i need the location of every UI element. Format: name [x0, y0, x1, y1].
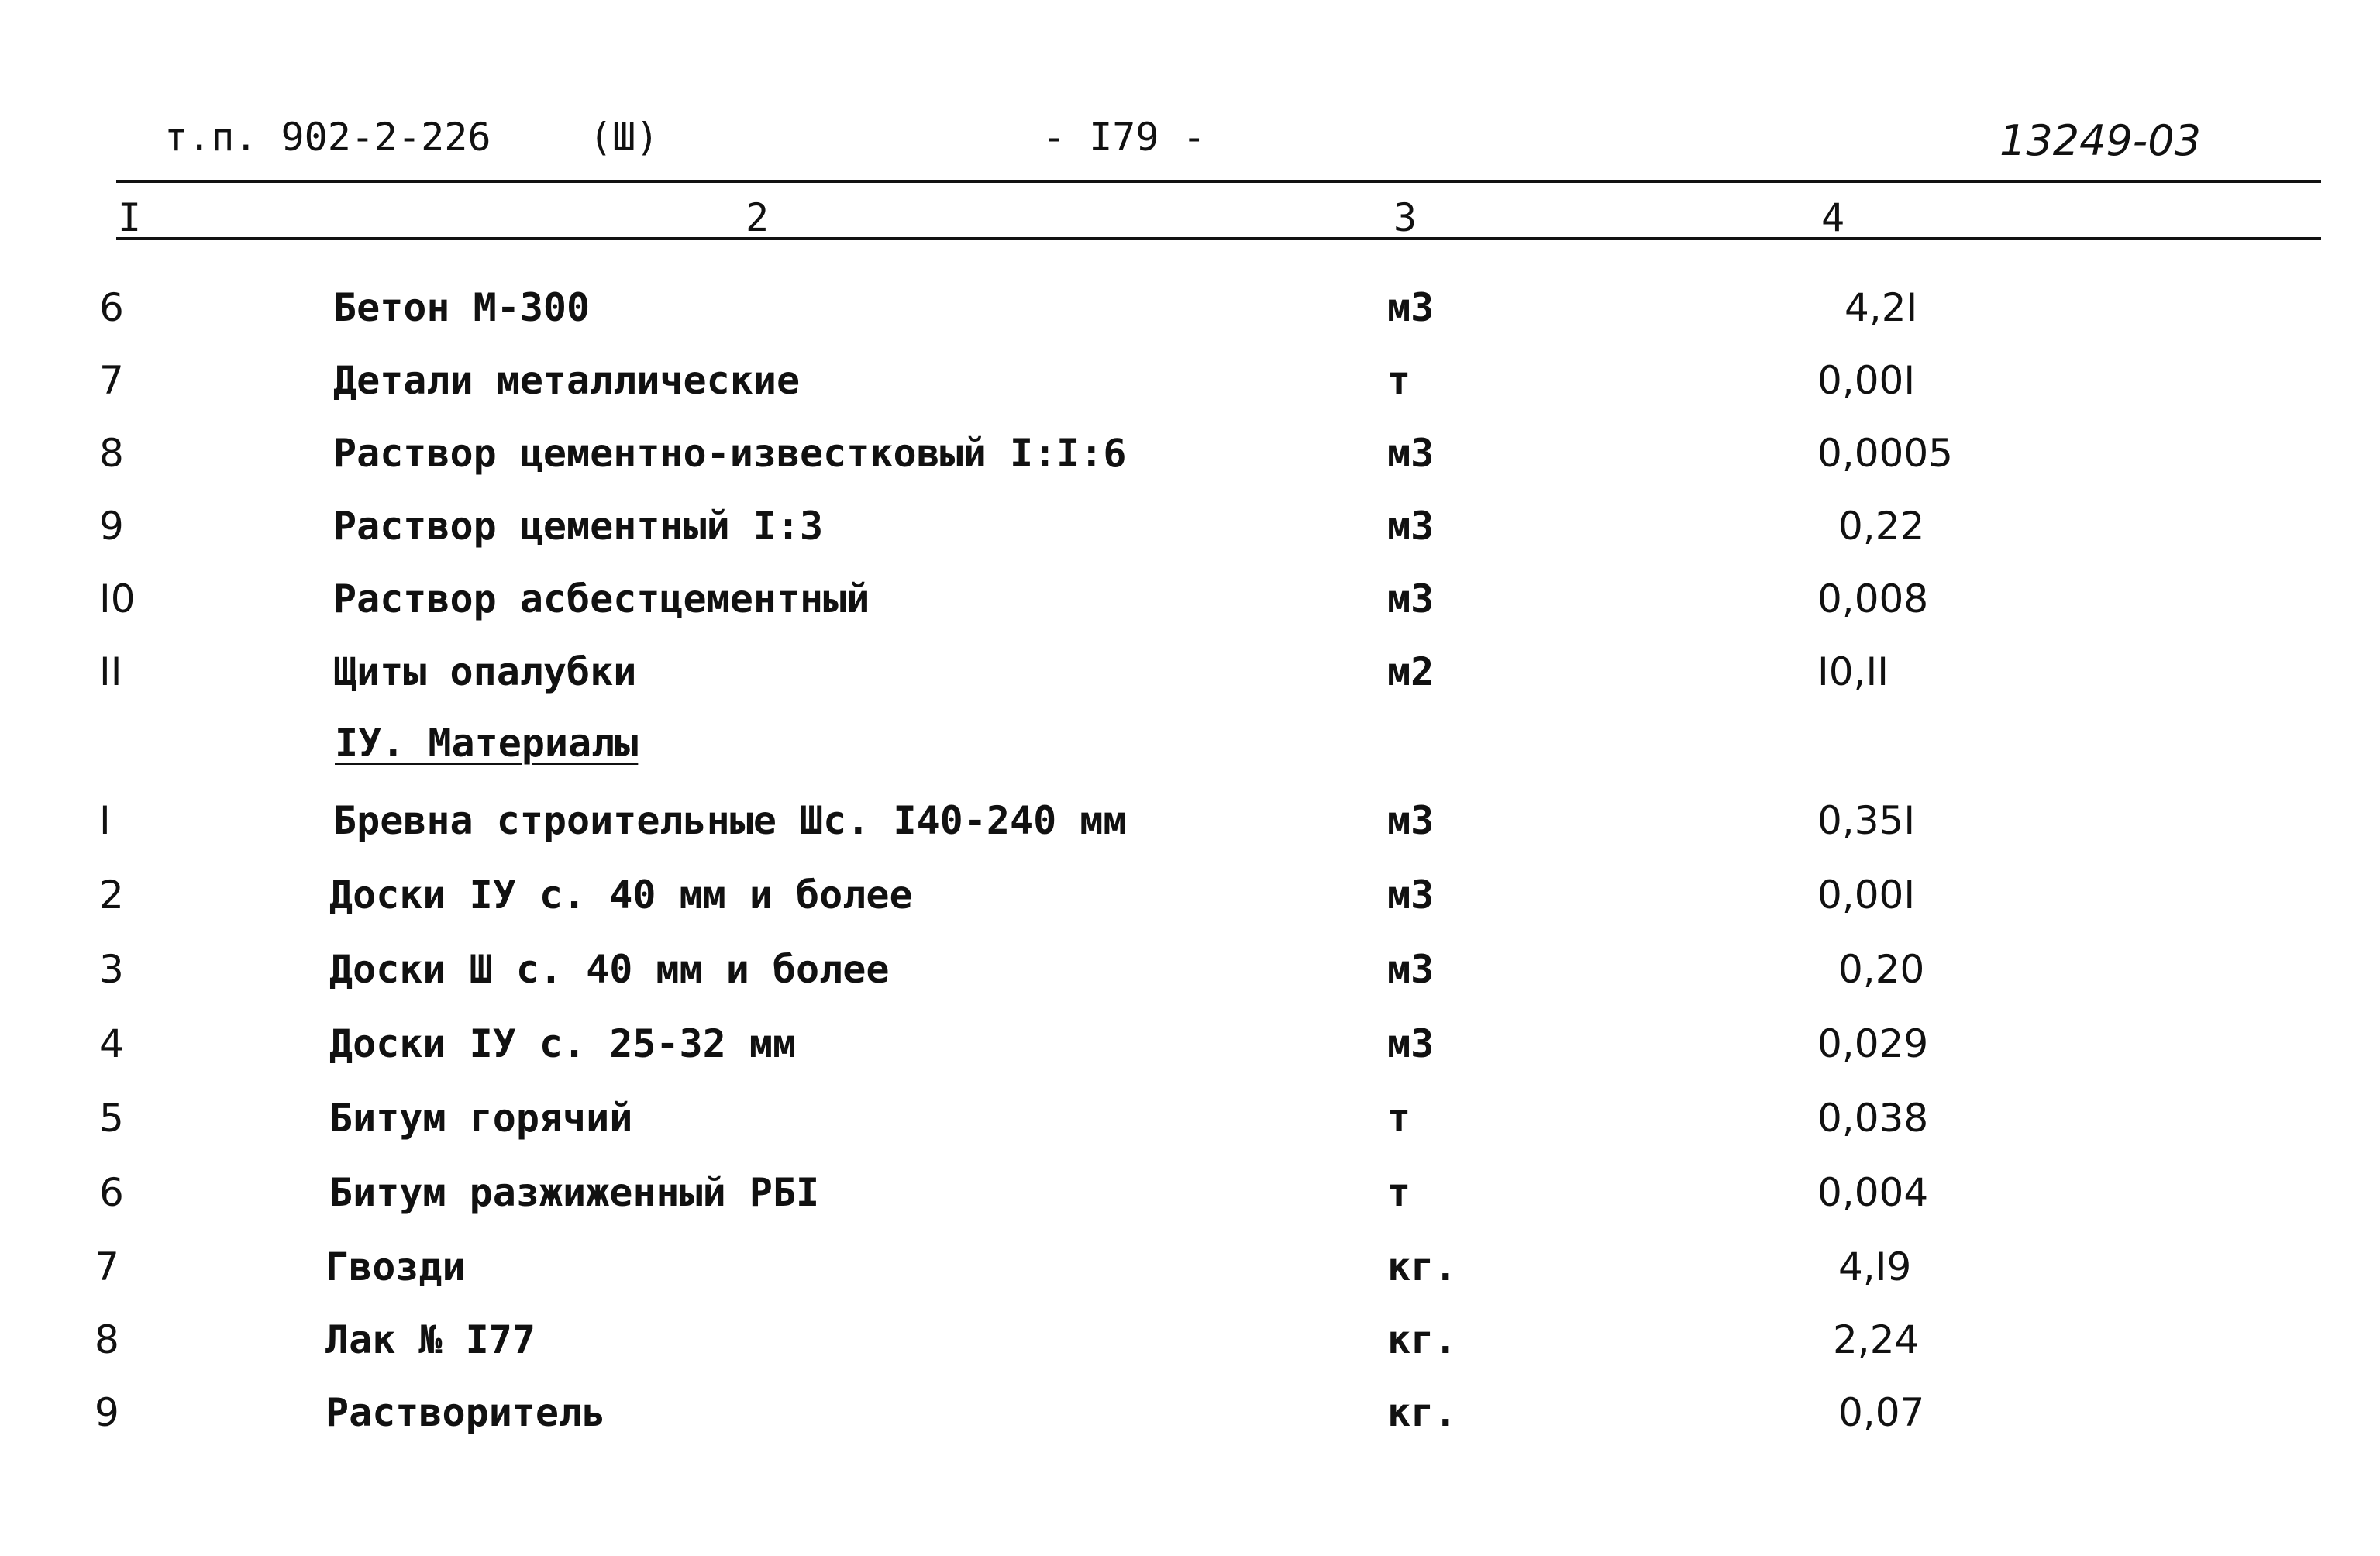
- row-number: I: [99, 798, 111, 843]
- row-quantity: 0,22: [1838, 504, 1925, 549]
- row-quantity: 0,008: [1817, 577, 1929, 621]
- row-number: 9: [99, 504, 124, 549]
- row-quantity: 0,00I: [1817, 873, 1916, 917]
- archive-number: 13249-03: [1999, 116, 2201, 165]
- row-unit: м3: [1387, 504, 1435, 549]
- row-number: 3: [99, 947, 124, 992]
- row-name: Раствор цементно-известковый I:I:6: [333, 431, 1127, 476]
- row-quantity: 2,24: [1833, 1317, 1920, 1362]
- row-number: 6: [99, 1170, 124, 1215]
- table-row: [0, 577, 2380, 649]
- row-name: Битум разжиженный РБI: [329, 1170, 820, 1215]
- row-name: Раствор асбестцементный: [333, 577, 870, 621]
- column-header-rule: [116, 237, 2321, 240]
- row-number: 8: [95, 1317, 119, 1362]
- row-quantity: 0,00I: [1817, 358, 1916, 403]
- row-number: 9: [95, 1390, 119, 1435]
- row-quantity: 0,35I: [1817, 798, 1916, 843]
- row-number: II: [99, 649, 122, 694]
- row-quantity: 0,029: [1817, 1021, 1929, 1066]
- table-row: [0, 798, 2380, 871]
- document-reference: т.п. 902-2-226: [164, 115, 491, 160]
- row-quantity: 4,2I: [1844, 285, 1918, 330]
- row-quantity: 0,07: [1838, 1390, 1925, 1435]
- table-row: [0, 1390, 2380, 1463]
- row-quantity: 4,I9: [1838, 1244, 1912, 1289]
- row-name: Доски Ш с. 40 мм и более: [329, 947, 890, 992]
- row-unit: кг.: [1387, 1390, 1458, 1435]
- row-quantity: 0,0005: [1817, 431, 1953, 476]
- row-number: 7: [99, 358, 124, 403]
- column-header-1: I: [118, 195, 142, 240]
- row-name: Гвозди: [325, 1244, 466, 1289]
- issue-number: (Ш): [589, 115, 660, 160]
- row-unit: т: [1387, 358, 1411, 403]
- row-unit: кг.: [1387, 1244, 1458, 1289]
- table-row: [0, 1244, 2380, 1317]
- column-header-3: 3: [1393, 195, 1417, 240]
- page-number: - I79 -: [1042, 115, 1206, 160]
- row-name: Растворитель: [325, 1390, 606, 1435]
- table-row: [0, 1021, 2380, 1094]
- table-row: [0, 947, 2380, 1020]
- row-unit: т: [1387, 1170, 1411, 1215]
- row-quantity: I0,II: [1817, 649, 1889, 694]
- row-number: I0: [99, 577, 136, 621]
- row-unit: м3: [1387, 285, 1435, 330]
- column-header-4: 4: [1821, 195, 1845, 240]
- row-unit: м3: [1387, 798, 1435, 843]
- row-quantity: 0,004: [1817, 1170, 1929, 1215]
- row-name: Доски IУ с. 25-32 мм: [329, 1021, 797, 1066]
- row-name: Лак № I77: [325, 1317, 536, 1362]
- row-unit: м2: [1387, 649, 1435, 694]
- row-name: Бетон М-300: [333, 285, 591, 330]
- row-unit: м3: [1387, 873, 1435, 917]
- row-number: 2: [99, 873, 124, 917]
- row-name: Щиты опалубки: [333, 649, 637, 694]
- table-row: [0, 358, 2380, 431]
- table-row: [0, 1170, 2380, 1243]
- row-name: Бревна строительные Шс. I40-240 мм: [333, 798, 1127, 843]
- row-number: 5: [99, 1096, 124, 1141]
- table-row: [0, 504, 2380, 577]
- row-number: 8: [99, 431, 124, 476]
- table-row: [0, 285, 2380, 358]
- header-rule: [116, 180, 2321, 183]
- table-row: [0, 431, 2380, 504]
- row-number: 7: [95, 1244, 119, 1289]
- row-number: 6: [99, 285, 124, 330]
- row-unit: кг.: [1387, 1317, 1458, 1362]
- row-name: Детали металлические: [333, 358, 801, 403]
- row-number: 4: [99, 1021, 124, 1066]
- column-header-2: 2: [746, 195, 770, 240]
- row-quantity: 0,20: [1838, 947, 1925, 992]
- row-unit: м3: [1387, 947, 1435, 992]
- row-unit: м3: [1387, 1021, 1435, 1066]
- row-unit: м3: [1387, 577, 1435, 621]
- row-name: Раствор цементный I:3: [333, 504, 824, 549]
- row-name: Доски IУ с. 40 мм и более: [329, 873, 913, 917]
- row-unit: м3: [1387, 431, 1435, 476]
- row-unit: т: [1387, 1096, 1411, 1141]
- table-row: [0, 1317, 2380, 1390]
- table-row: [0, 1096, 2380, 1169]
- row-name: Битум горячий: [329, 1096, 633, 1141]
- table-row: [0, 873, 2380, 945]
- row-quantity: 0,038: [1817, 1096, 1929, 1141]
- table-row: [0, 649, 2380, 722]
- section-title: IУ. Материалы: [335, 721, 639, 766]
